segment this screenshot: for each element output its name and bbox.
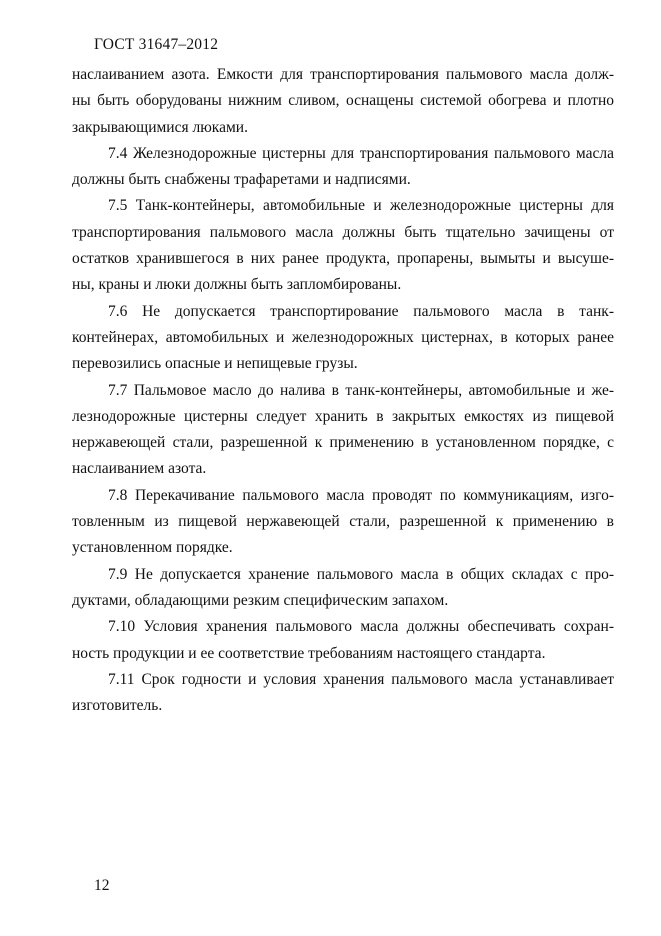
paragraph-7-10 [72, 614, 614, 667]
paragraph-7-8 [72, 483, 614, 562]
text-line: 7.10 Условия хранения пальмового масла должны обеспечивать сохран- [108, 618, 614, 636]
text-line: дуктами, обладающими резким специфическим запахом. [72, 591, 449, 609]
text-line: нержавеющей стали, разрешенной к применению в установленном порядке, с [72, 434, 614, 452]
text-line: ность продукции и ее соответствие требованиям настоящего стандарта. [72, 644, 546, 662]
text-line: контейнерах, автомобильных и железнодорожных цистернах, в которых ранее [72, 328, 614, 346]
text-line: 7.5 Танк-контейнеры, автомобильные и железнодорожные цистерны для [108, 197, 614, 215]
text-line: транспортирования пальмового масла должны быть тщательно зачищены от [72, 223, 614, 241]
text-line: 7.8 Перекачивание пальмового масла проводят по коммуникациям, изго- [108, 486, 614, 504]
paragraph-7-9 [72, 562, 614, 615]
document-body [72, 62, 614, 719]
text-line: наслаиванием азота. [72, 460, 207, 478]
text-line: закрывающимися люками. [72, 118, 248, 136]
text-line: 7.9 Не допускается хранение пальмового масла в общих складах с про- [108, 565, 614, 583]
text-line: ны быть оборудованы нижним сливом, оснащены системой обогрева и плотно [72, 92, 614, 110]
page-header-standard-title: ГОСТ 31647–2012 [94, 36, 219, 53]
text-line: установленном порядке. [72, 539, 233, 557]
page-number: 12 [94, 877, 110, 894]
text-line: наслаиванием азота. Емкости для транспортирования пальмового масла долж- [72, 66, 614, 83]
text-line: 7.6 Не допускается транспортирование пальмового масла в танк- [108, 302, 614, 320]
text-line: изготовитель. [72, 697, 163, 715]
text-line: товленным из пищевой нержавеющей стали, разрешенной к применению в [72, 513, 614, 531]
paragraph-7-5 [72, 193, 614, 298]
paragraph-7-7 [72, 378, 614, 483]
text-line: перевозились опасные и непищевые грузы. [72, 355, 358, 373]
paragraph-7-11 [72, 667, 614, 720]
text-line: лезнодорожные цистерны следует хранить в закрытых емкостях из пищевой [72, 407, 614, 425]
text-line: 7.7 Пальмовое масло до налива в танк-контейнеры, автомобильные и же- [108, 381, 614, 399]
text-line: остатков хранившегося в них ранее продукта, пропарены, вымыты и высуше- [72, 250, 614, 268]
text-line: 7.4 Железнодорожные цистерны для транспортирования пальмового масла [108, 144, 614, 162]
text-line: ны, краны и люки должны быть запломбированы. [72, 276, 402, 294]
text-line: 7.11 Срок годности и условия хранения пальмового масла устанавливает [108, 670, 614, 688]
paragraph-continuation [72, 62, 614, 141]
paragraph-7-6 [72, 299, 614, 378]
text-line: должны быть снабжены трафаретами и надписями. [72, 171, 411, 189]
paragraph-7-4 [72, 141, 614, 194]
